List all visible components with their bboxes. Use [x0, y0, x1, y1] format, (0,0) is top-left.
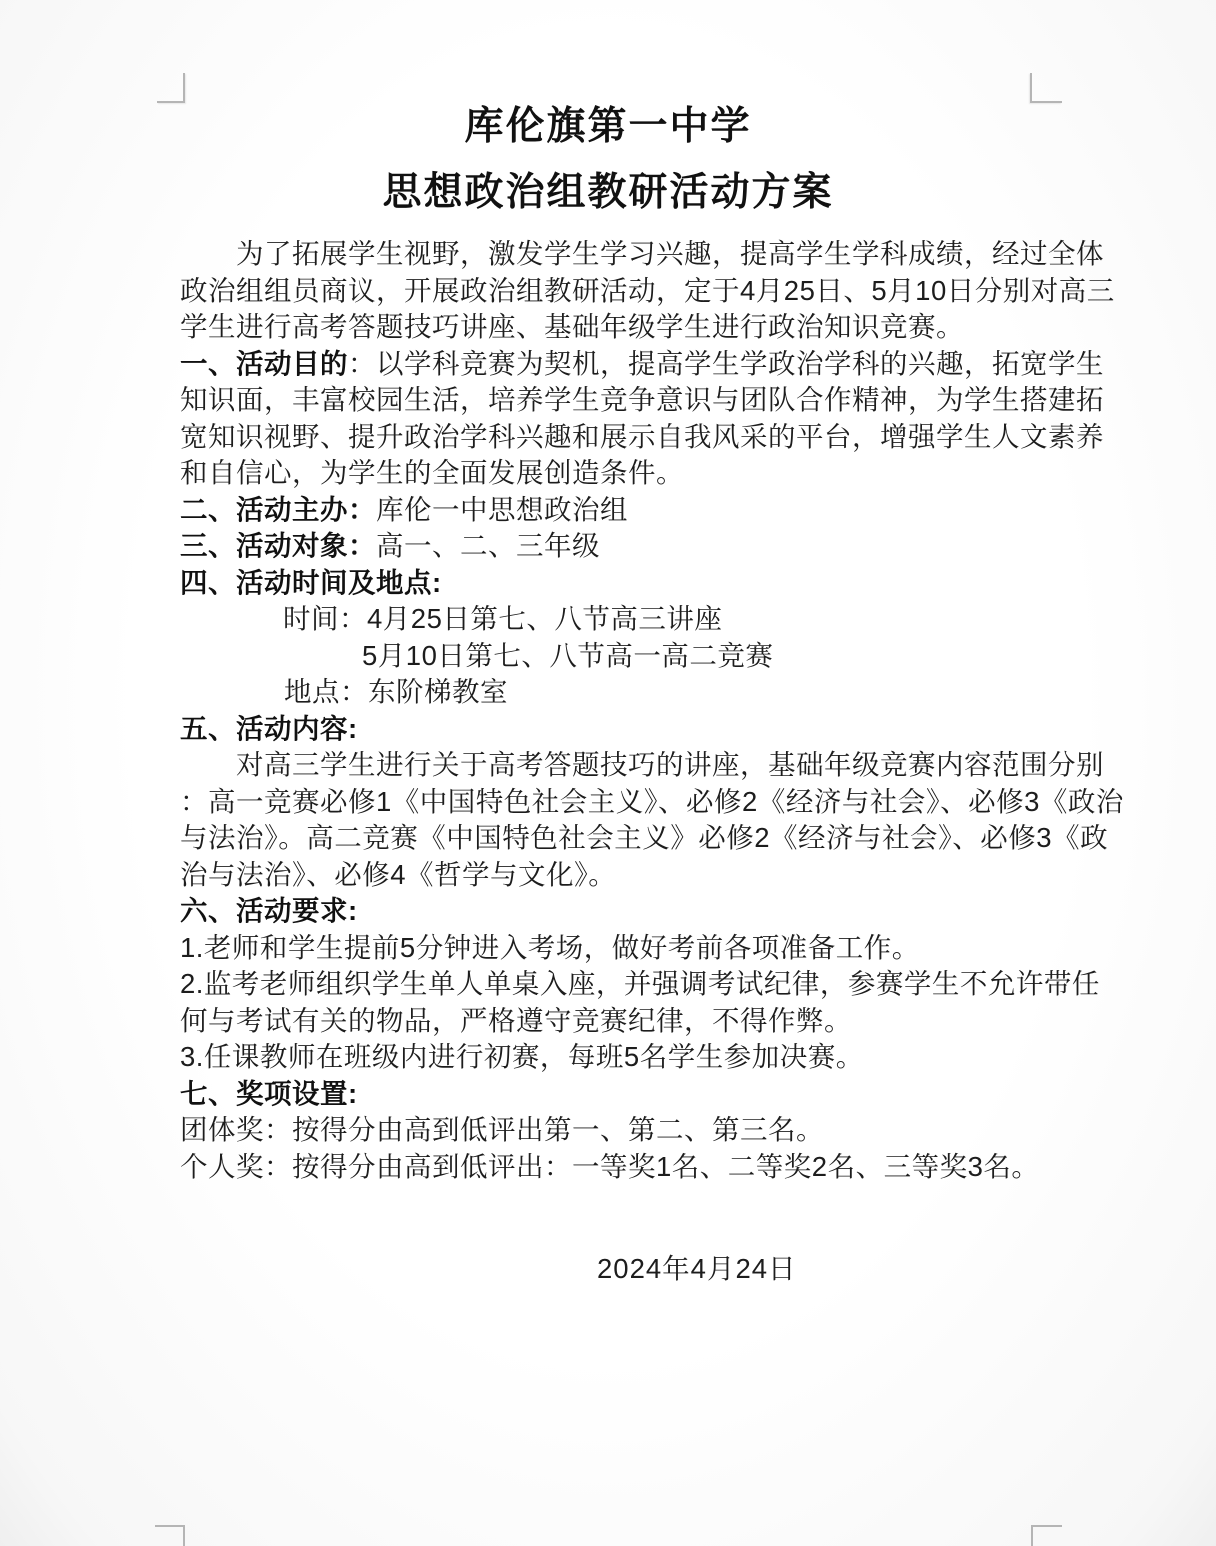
- line-text: 团体奖：按得分由高到低评出第一、第二、第三名。: [180, 1114, 824, 1145]
- document-line: [180, 309, 1040, 346]
- line-bold-label: 二、活动主办：: [180, 493, 376, 525]
- line-text: 和自信心，为学生的全面发展创造条件。: [180, 457, 684, 488]
- document-line: [180, 1149, 1040, 1186]
- line-text: 知识面，丰富校园生活，培养学生竞争意识与团队合作精神，为学生搭建拓: [180, 384, 1104, 415]
- document-body: [180, 236, 1124, 1185]
- document-line: [180, 273, 1115, 310]
- document-line: [180, 236, 1104, 273]
- line-text: 1.老师和学生提前5分钟进入考场，做好考前各项准备工作。: [180, 931, 920, 963]
- line-bold-label: 三、活动对象：: [180, 530, 376, 561]
- document-line: [180, 747, 1104, 784]
- line-text: 时间：4月25日第七、八节高三讲座: [283, 603, 723, 634]
- document-line: [180, 930, 1040, 967]
- document-date: 2024年4月24日: [597, 1253, 797, 1284]
- line-text: ：以学科竞赛为契机，提高学生学政治学科的兴趣，拓宽学生: [348, 347, 1104, 379]
- line-text: 地点：东阶梯教室: [284, 676, 508, 707]
- line-text: 学生进行高考答题技巧讲座、基础年级学生进行政治知识竞赛。: [180, 311, 964, 342]
- line-text: 与法治》。高二竞赛《中国特色社会主义》必修2《经济与社会》、必修3《政: [180, 822, 1109, 853]
- line-text: 5月10日第七、八节高一高二竞赛: [362, 639, 774, 671]
- document-line: [180, 492, 1040, 529]
- document-title-line2: 思想政治组教研活动方案: [382, 171, 834, 214]
- document-line: [180, 419, 1104, 456]
- line-text: 3.任课教师在班级内进行初赛，每班5名学生参加决赛。: [180, 1041, 864, 1072]
- page-margin-mark-bottom-right: [1031, 1525, 1062, 1546]
- document-line: [180, 601, 1040, 638]
- line-text: 何与考试有关的物品，严格遵守竞赛纪律，不得作弊。: [180, 1004, 852, 1036]
- document-line: [180, 455, 1040, 492]
- line-text: ：高一竞赛必修1《中国特色社会主义》、必修2《经济与社会》、必修3《政治: [180, 785, 1124, 817]
- line-text: 对高三学生进行关于高考答题技巧的讲座，基础年级竞赛内容范围分别: [236, 749, 1104, 780]
- document-line: [180, 1003, 1040, 1040]
- line-bold-label: 七、奖项设置:: [180, 1077, 358, 1109]
- line-text: 政治组组员商议，开展政治组教研活动，定于4月25日、5月10日分别对高三: [180, 274, 1115, 306]
- document-line: [180, 893, 1040, 930]
- line-text: 治与法治》、必修4《哲学与文化》。: [180, 858, 617, 890]
- document-line: [180, 711, 1040, 748]
- document-line: [180, 565, 1040, 602]
- document-line: [180, 857, 1040, 894]
- line-bold-label: 一、活动目的: [180, 347, 348, 379]
- document-line: [180, 528, 1040, 565]
- line-text: 宽知识视野、提升政治学科兴趣和展示自我风采的平台，增强学生人文素养: [180, 420, 1104, 452]
- line-text: 库伦一中思想政治组: [376, 493, 628, 525]
- line-bold-label: 六、活动要求:: [180, 895, 358, 926]
- line-bold-label: 五、活动内容:: [180, 712, 358, 744]
- page-margin-mark-bottom-left: [155, 1525, 185, 1546]
- document-line: [180, 674, 1040, 711]
- line-text: 2.监考老师组织学生单人单桌入座，并强调考试纪律，参赛学生不允许带任: [180, 968, 1100, 999]
- line-bold-label: 四、活动时间及地点:: [180, 566, 442, 598]
- document-line: [180, 820, 1109, 857]
- document-line: [180, 784, 1124, 821]
- document-line: [180, 382, 1104, 419]
- document-line: [180, 1112, 1040, 1149]
- page-margin-mark-top-left: [157, 73, 185, 103]
- document-title-line1: 库伦旗第一中学: [464, 105, 752, 148]
- document-line: [180, 638, 1040, 675]
- page-margin-mark-top-right: [1030, 73, 1062, 103]
- line-text: 为了拓展学生视野，激发学生学习兴趣，提高学生学科成绩，经过全体: [236, 238, 1104, 269]
- document-line: [180, 1076, 1040, 1113]
- line-text: 高一、二、三年级: [376, 530, 600, 561]
- line-text: 个人奖：按得分由高到低评出：一等奖1名、二等奖2名、三等奖3名。: [180, 1150, 1040, 1182]
- document-line: [180, 1039, 1040, 1076]
- document-line: [180, 346, 1104, 383]
- document-line: [180, 966, 1100, 1003]
